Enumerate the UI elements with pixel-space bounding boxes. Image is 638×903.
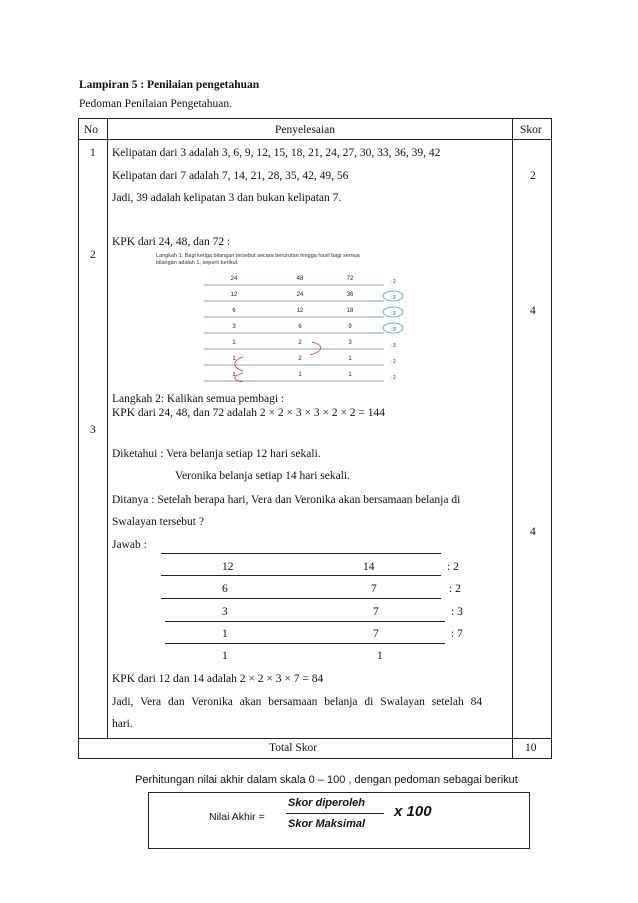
figure-cell: 1 (232, 372, 236, 378)
figure-cell: 9 (348, 324, 352, 330)
ladder-b-4: 1 (377, 650, 383, 662)
figure-cell: 12 (296, 308, 304, 314)
figure-cell: 1 (348, 356, 352, 362)
formula-denominator: Skor Maksimal (288, 818, 366, 830)
row1-line1: Kelipatan dari 3 adalah 3, 6, 9, 12, 15, 18, 21, 24, 27, 30, 33, 36, 39, 42 (112, 147, 441, 159)
ladder-a-4: 1 (222, 650, 228, 662)
ladder-a-2: 3 (222, 606, 228, 618)
row1-no: 1 (90, 147, 96, 159)
figure-caption-2: bilangan adalah 1, seperti berikut. (156, 260, 239, 266)
header-solution: Penyelesaian (275, 124, 336, 136)
row2-result: KPK dari 24, 48, dan 72 adalah 2 × 2 × 3 × 3 × 2 × 2 = 144 (112, 407, 386, 419)
figure-cell: 2 (298, 340, 302, 346)
ladder-a-3: 1 (222, 628, 228, 640)
figure-divisor: : 3 (390, 343, 396, 349)
formula-label: Nilai Akhir = (209, 811, 265, 823)
row3-ask1: Ditanya : Setelah berapa hari, Vera dan Veronika akan bersamaan belanja di (112, 494, 461, 506)
ladder-b-3: 7 (373, 628, 379, 640)
row3-conclusion2: hari. (112, 718, 133, 730)
ladder-b-0: 14 (363, 561, 375, 573)
figure-divisor: : 2 (390, 359, 396, 365)
formula-box (148, 792, 530, 849)
figure-divisor: : 2 (390, 295, 396, 301)
figure-divisor: : 2 (390, 375, 396, 381)
header-no: No (84, 124, 99, 136)
ladder-d-3: : 7 (451, 628, 463, 640)
row3-ask2: Swalayan tersebut ? (112, 516, 204, 528)
figure-cell: 36 (346, 292, 354, 298)
assessment-table (78, 118, 552, 759)
row2-step2: Langkah 2: Kalikan semua pembagi : (112, 393, 285, 405)
fraction-bar (286, 813, 384, 814)
figure-cell: 1 (348, 372, 352, 378)
figure-caption-1: Langkah 1: Bagi ketiga bilangan tersebut secara berurutan hingga hasil bagi semua (156, 253, 360, 259)
row3-kpk: KPK dari 12 dan 14 adalah 2 × 2 × 3 × 7 = 84 (112, 673, 324, 685)
figure-cell: 1 (232, 340, 236, 346)
row3-no: 3 (90, 424, 96, 436)
row2-score: 4 (530, 305, 536, 317)
figure-cell: 1 (232, 356, 236, 362)
figure-divisor: : 3 (390, 327, 396, 333)
ladder-d-2: : 3 (451, 606, 463, 618)
figure-cell: 3 (232, 324, 236, 330)
red-arrow-1 (310, 342, 321, 355)
figure-rows (204, 276, 396, 381)
figure-cell: 3 (348, 340, 352, 346)
ladder-a-0: 12 (222, 561, 234, 573)
ladder-a-1: 6 (222, 583, 228, 595)
total-score: 10 (525, 742, 537, 754)
figure-cell: 2 (298, 356, 302, 362)
figure-cell: 12 (230, 292, 238, 298)
row2-intro: KPK dari 24, 48, dan 72 : (112, 236, 231, 248)
figure-cell: 18 (346, 308, 354, 314)
row2-no: 2 (90, 249, 96, 261)
page-heading: Lampiran 5 : Penilaian pengetahuan (79, 79, 260, 91)
ladder-b-2: 7 (373, 606, 379, 618)
final-score-note: Perhitungan nilai akhir dalam skala 0 – 100 , dengan pedoman sebagai berikut (135, 774, 518, 786)
figure-cell: 6 (298, 324, 302, 330)
row1-line2: Kelipatan dari 7 adalah 7, 14, 21, 28, 35, 42, 49, 56 (112, 170, 349, 182)
formula-numerator: Skor diperoleh (288, 797, 366, 809)
ladder-d-1: : 2 (449, 583, 461, 595)
figure-divisor: : 2 (390, 311, 396, 317)
kpk-ladder-svg (152, 247, 432, 382)
figure-cell: 6 (232, 308, 236, 314)
row1-line3: Jadi, 39 adalah kelipatan 3 dan bukan kelipatan 7. (112, 192, 342, 204)
figure-divisor: : 2 (390, 279, 396, 285)
row1-score: 2 (530, 170, 536, 182)
figure-cell: 48 (296, 276, 304, 282)
row3-known2: Veronika belanja setiap 14 hari sekali. (175, 470, 350, 482)
figure-cell: 24 (296, 292, 304, 298)
row3-known1: Diketahui : Vera belanja setiap 12 hari sekali. (112, 448, 321, 460)
page-subheading: Pedoman Penilaian Pengetahuan. (79, 98, 232, 110)
formula-multiplier: x 100 (394, 803, 432, 820)
red-arrow-2 (235, 357, 243, 371)
ladder-d-0: : 2 (447, 561, 459, 573)
row3-score: 4 (530, 526, 536, 538)
row3-conclusion1: Jadi, Vera dan Veronika akan bersamaan belanja di Swalayan setelah 84 (112, 696, 483, 708)
figure-cell: 1 (298, 372, 302, 378)
row3-answer-label: Jawab : (112, 539, 147, 551)
total-label: Total Skor (269, 742, 318, 754)
figure-cell: 24 (230, 276, 238, 282)
header-score: Skor (520, 124, 542, 136)
ladder-b-1: 7 (371, 583, 377, 595)
figure-cell: 72 (346, 276, 354, 282)
kpk-ladder-figure (152, 247, 432, 382)
